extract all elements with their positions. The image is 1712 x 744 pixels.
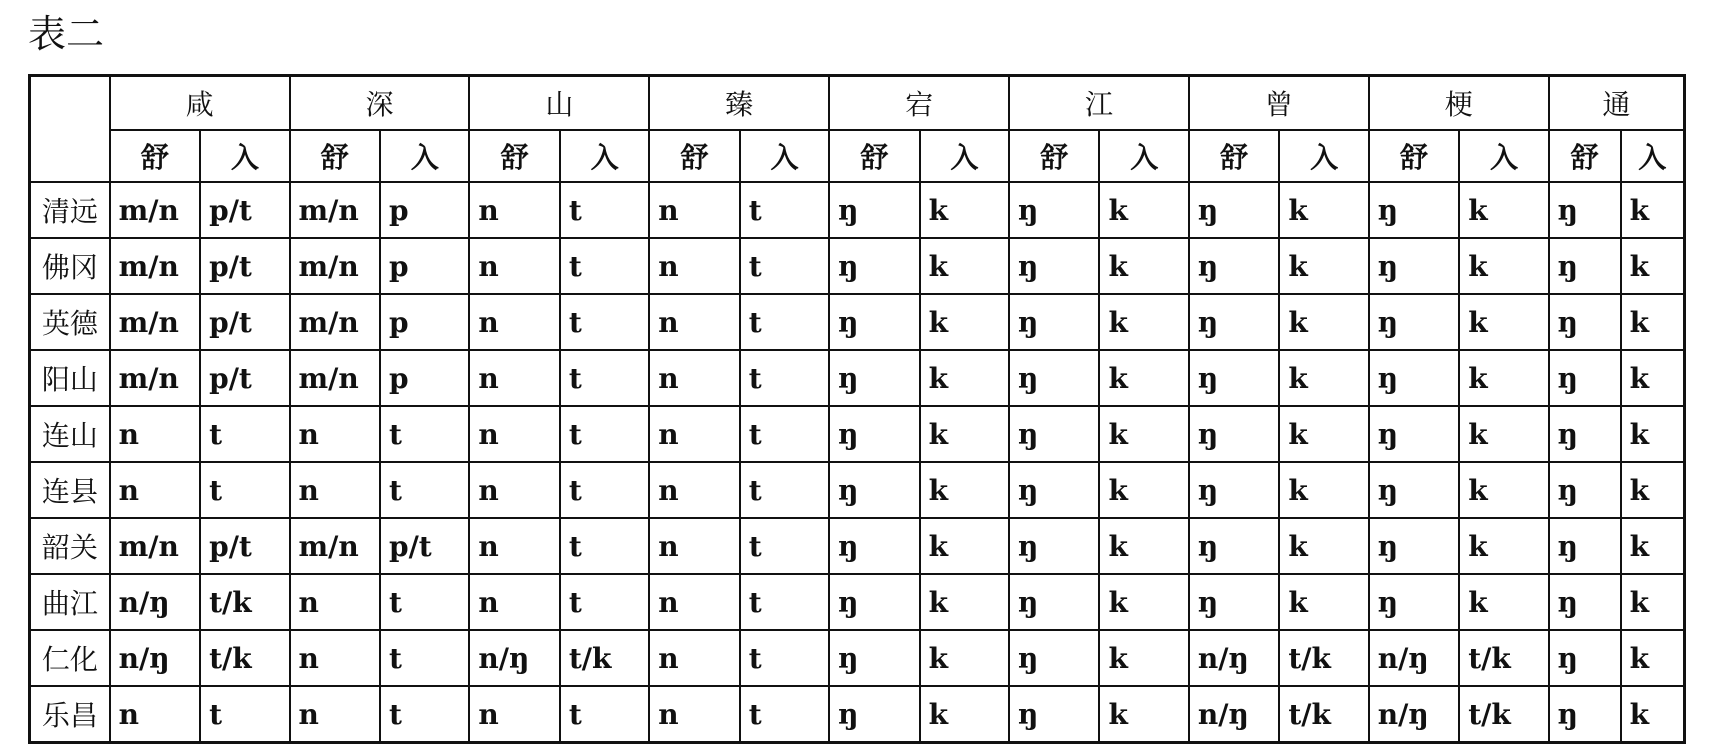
shu-final-cell: n bbox=[469, 406, 559, 462]
rhyme-group-header: 宕 bbox=[829, 76, 1009, 131]
ru-final-cell: t bbox=[380, 630, 469, 686]
ru-final-cell: k bbox=[1099, 518, 1188, 574]
ru-final-cell: t/k bbox=[1459, 686, 1548, 743]
ru-final-cell: t/k bbox=[1279, 686, 1368, 743]
shu-final-cell: n bbox=[469, 574, 559, 630]
shu-final-cell: n bbox=[649, 686, 739, 743]
shu-final-cell: ŋ bbox=[1549, 350, 1621, 406]
shu-final-cell: n bbox=[469, 238, 559, 294]
ru-final-cell: k bbox=[1459, 238, 1548, 294]
ru-final-cell: k bbox=[1099, 350, 1188, 406]
tone-header-ru: 入 bbox=[1459, 130, 1548, 182]
ru-final-cell: p/t bbox=[200, 238, 289, 294]
shu-final-cell: n bbox=[649, 350, 739, 406]
ru-final-cell: k bbox=[1279, 294, 1368, 350]
shu-final-cell: m/n bbox=[290, 294, 380, 350]
shu-final-cell: ŋ bbox=[1549, 686, 1621, 743]
tone-header-ru: 入 bbox=[1621, 130, 1685, 182]
ru-final-cell: t bbox=[200, 686, 289, 743]
shu-final-cell: ŋ bbox=[1009, 518, 1099, 574]
ru-final-cell: k bbox=[1279, 462, 1368, 518]
shu-final-cell: ŋ bbox=[829, 686, 919, 743]
table-row bbox=[30, 518, 1685, 574]
shu-final-cell: m/n bbox=[290, 182, 380, 238]
shu-final-cell: n bbox=[290, 686, 380, 743]
place-name-cell: 清远 bbox=[30, 182, 110, 238]
ru-final-cell: t bbox=[380, 462, 469, 518]
ru-final-cell: k bbox=[920, 462, 1009, 518]
tone-header-shu: 舒 bbox=[649, 130, 739, 182]
shu-final-cell: ŋ bbox=[829, 294, 919, 350]
shu-final-cell: ŋ bbox=[829, 238, 919, 294]
shu-final-cell: m/n bbox=[110, 238, 200, 294]
ru-final-cell: t/k bbox=[560, 630, 649, 686]
shu-final-cell: n/ŋ bbox=[1369, 686, 1459, 743]
table-row bbox=[30, 630, 1685, 686]
ru-final-cell: k bbox=[1621, 686, 1685, 743]
ru-final-cell: t bbox=[740, 294, 829, 350]
ru-final-cell: p bbox=[380, 238, 469, 294]
shu-final-cell: ŋ bbox=[1189, 350, 1279, 406]
ru-final-cell: t bbox=[560, 574, 649, 630]
tone-header-ru: 入 bbox=[1099, 130, 1188, 182]
ru-final-cell: t bbox=[740, 686, 829, 743]
ru-final-cell: t bbox=[740, 630, 829, 686]
rhyme-group-header: 江 bbox=[1009, 76, 1189, 131]
ru-final-cell: t bbox=[380, 574, 469, 630]
ru-final-cell: k bbox=[920, 574, 1009, 630]
shu-final-cell: n bbox=[290, 406, 380, 462]
ru-final-cell: k bbox=[1621, 294, 1685, 350]
shu-final-cell: ŋ bbox=[1189, 406, 1279, 462]
ru-final-cell: k bbox=[920, 182, 1009, 238]
ru-final-cell: k bbox=[1459, 182, 1548, 238]
ru-final-cell: p bbox=[380, 294, 469, 350]
ru-final-cell: t bbox=[380, 686, 469, 743]
ru-final-cell: k bbox=[1621, 238, 1685, 294]
shu-final-cell: n bbox=[649, 630, 739, 686]
place-name-cell: 曲江 bbox=[30, 574, 110, 630]
ru-final-cell: k bbox=[1099, 406, 1188, 462]
ru-final-cell: k bbox=[1099, 238, 1188, 294]
rhyme-group-header: 深 bbox=[290, 76, 470, 131]
ru-final-cell: k bbox=[920, 406, 1009, 462]
ru-final-cell: k bbox=[1099, 630, 1188, 686]
ru-final-cell: p/t bbox=[200, 294, 289, 350]
shu-final-cell: n/ŋ bbox=[110, 630, 200, 686]
ru-final-cell: k bbox=[1459, 350, 1548, 406]
shu-final-cell: ŋ bbox=[1189, 518, 1279, 574]
ru-final-cell: k bbox=[1621, 406, 1685, 462]
ru-final-cell: t bbox=[560, 462, 649, 518]
ru-final-cell: p/t bbox=[200, 518, 289, 574]
ru-final-cell: t bbox=[380, 406, 469, 462]
ru-final-cell: k bbox=[1621, 518, 1685, 574]
shu-final-cell: n bbox=[469, 518, 559, 574]
ru-final-cell: k bbox=[1099, 182, 1188, 238]
tone-header-ru: 入 bbox=[560, 130, 649, 182]
ru-final-cell: k bbox=[920, 294, 1009, 350]
shu-final-cell: ŋ bbox=[829, 462, 919, 518]
ru-final-cell: k bbox=[1459, 462, 1548, 518]
tone-header-ru: 入 bbox=[200, 130, 289, 182]
shu-final-cell: ŋ bbox=[1549, 238, 1621, 294]
ru-final-cell: k bbox=[1279, 406, 1368, 462]
shu-final-cell: ŋ bbox=[1189, 574, 1279, 630]
shu-final-cell: n bbox=[649, 294, 739, 350]
shu-final-cell: ŋ bbox=[829, 350, 919, 406]
rhyme-group-header: 梗 bbox=[1369, 76, 1549, 131]
ru-final-cell: t/k bbox=[200, 630, 289, 686]
shu-final-cell: n bbox=[110, 462, 200, 518]
ru-final-cell: k bbox=[1459, 406, 1548, 462]
shu-final-cell: ŋ bbox=[1549, 406, 1621, 462]
rhyme-group-header: 通 bbox=[1549, 76, 1685, 131]
tone-header-shu: 舒 bbox=[110, 130, 200, 182]
ru-final-cell: k bbox=[1621, 574, 1685, 630]
table-row bbox=[30, 686, 1685, 743]
rhyme-group-header-row bbox=[30, 76, 1685, 131]
ru-final-cell: k bbox=[920, 518, 1009, 574]
ru-final-cell: k bbox=[1279, 238, 1368, 294]
shu-final-cell: n/ŋ bbox=[1369, 630, 1459, 686]
ru-final-cell: k bbox=[1279, 350, 1368, 406]
ru-final-cell: t bbox=[200, 462, 289, 518]
shu-final-cell: ŋ bbox=[1369, 406, 1459, 462]
shu-final-cell: n bbox=[290, 462, 380, 518]
ru-final-cell: t bbox=[560, 518, 649, 574]
ru-final-cell: t bbox=[200, 406, 289, 462]
tone-header-shu: 舒 bbox=[1369, 130, 1459, 182]
shu-final-cell: ŋ bbox=[1549, 574, 1621, 630]
shu-final-cell: n bbox=[469, 686, 559, 743]
tone-header-ru: 入 bbox=[380, 130, 469, 182]
shu-final-cell: n bbox=[110, 406, 200, 462]
ru-final-cell: k bbox=[1459, 294, 1548, 350]
ru-final-cell: t bbox=[740, 574, 829, 630]
ru-final-cell: t bbox=[740, 462, 829, 518]
ru-final-cell: k bbox=[920, 350, 1009, 406]
shu-final-cell: m/n bbox=[110, 518, 200, 574]
ru-final-cell: p/t bbox=[200, 182, 289, 238]
place-name-cell: 佛冈 bbox=[30, 238, 110, 294]
place-name-cell: 乐昌 bbox=[30, 686, 110, 743]
ru-final-cell: k bbox=[1279, 574, 1368, 630]
shu-final-cell: ŋ bbox=[1009, 462, 1099, 518]
place-name-cell: 阳山 bbox=[30, 350, 110, 406]
shu-final-cell: n bbox=[469, 350, 559, 406]
ru-final-cell: k bbox=[1099, 462, 1188, 518]
ru-final-cell: k bbox=[1099, 686, 1188, 743]
shu-final-cell: ŋ bbox=[1009, 630, 1099, 686]
ru-final-cell: k bbox=[920, 238, 1009, 294]
shu-final-cell: n bbox=[290, 574, 380, 630]
shu-final-cell: ŋ bbox=[1369, 350, 1459, 406]
tone-header-ru: 入 bbox=[740, 130, 829, 182]
ru-final-cell: t bbox=[560, 294, 649, 350]
shu-final-cell: m/n bbox=[290, 518, 380, 574]
shu-final-cell: n bbox=[649, 238, 739, 294]
ru-final-cell: k bbox=[1621, 182, 1685, 238]
place-name-cell: 韶关 bbox=[30, 518, 110, 574]
ru-final-cell: k bbox=[1279, 518, 1368, 574]
shu-final-cell: ŋ bbox=[1549, 462, 1621, 518]
shu-final-cell: m/n bbox=[110, 182, 200, 238]
tone-header-shu: 舒 bbox=[1549, 130, 1621, 182]
shu-final-cell: ŋ bbox=[1009, 574, 1099, 630]
shu-final-cell: m/n bbox=[290, 350, 380, 406]
shu-final-cell: ŋ bbox=[1549, 630, 1621, 686]
shu-final-cell: m/n bbox=[110, 294, 200, 350]
shu-final-cell: ŋ bbox=[1009, 294, 1099, 350]
ru-final-cell: t bbox=[740, 238, 829, 294]
ru-final-cell: k bbox=[1279, 182, 1368, 238]
place-name-cell: 英德 bbox=[30, 294, 110, 350]
shu-final-cell: ŋ bbox=[1009, 686, 1099, 743]
ru-final-cell: t bbox=[560, 238, 649, 294]
ru-final-cell: t bbox=[560, 182, 649, 238]
table-row bbox=[30, 182, 1685, 238]
shu-final-cell: ŋ bbox=[1369, 294, 1459, 350]
table-row bbox=[30, 238, 1685, 294]
ru-final-cell: p/t bbox=[380, 518, 469, 574]
table-row bbox=[30, 574, 1685, 630]
ru-final-cell: k bbox=[1621, 462, 1685, 518]
finals-table bbox=[28, 74, 1686, 744]
shu-final-cell: n bbox=[469, 462, 559, 518]
shu-final-cell: n bbox=[110, 686, 200, 743]
shu-final-cell: m/n bbox=[110, 350, 200, 406]
place-name-cell: 仁化 bbox=[30, 630, 110, 686]
shu-final-cell: ŋ bbox=[829, 182, 919, 238]
shu-final-cell: n/ŋ bbox=[1189, 630, 1279, 686]
tone-header-shu: 舒 bbox=[290, 130, 380, 182]
shu-final-cell: ŋ bbox=[829, 406, 919, 462]
shu-final-cell: ŋ bbox=[829, 630, 919, 686]
shu-final-cell: n bbox=[649, 574, 739, 630]
shu-final-cell: n/ŋ bbox=[1189, 686, 1279, 743]
rhyme-group-header: 山 bbox=[469, 76, 649, 131]
ru-final-cell: p bbox=[380, 182, 469, 238]
rhyme-group-header: 臻 bbox=[649, 76, 829, 131]
shu-final-cell: ŋ bbox=[829, 518, 919, 574]
place-name-cell: 连山 bbox=[30, 406, 110, 462]
shu-final-cell: n bbox=[469, 294, 559, 350]
tone-header-shu: 舒 bbox=[469, 130, 559, 182]
ru-final-cell: t bbox=[740, 350, 829, 406]
ru-final-cell: t bbox=[560, 686, 649, 743]
shu-final-cell: n bbox=[649, 182, 739, 238]
shu-final-cell: ŋ bbox=[829, 574, 919, 630]
ru-final-cell: t/k bbox=[1459, 630, 1548, 686]
tone-header-shu: 舒 bbox=[829, 130, 919, 182]
ru-final-cell: k bbox=[1459, 518, 1548, 574]
shu-final-cell: n bbox=[290, 630, 380, 686]
shu-final-cell: ŋ bbox=[1189, 294, 1279, 350]
table-body bbox=[30, 182, 1685, 743]
tone-header-ru: 入 bbox=[1279, 130, 1368, 182]
shu-final-cell: n/ŋ bbox=[469, 630, 559, 686]
ru-final-cell: k bbox=[1459, 574, 1548, 630]
shu-final-cell: ŋ bbox=[1549, 518, 1621, 574]
corner-cell bbox=[30, 76, 110, 183]
shu-final-cell: ŋ bbox=[1369, 182, 1459, 238]
table-row bbox=[30, 294, 1685, 350]
table-row bbox=[30, 350, 1685, 406]
ru-final-cell: k bbox=[1621, 630, 1685, 686]
shu-final-cell: ŋ bbox=[1009, 182, 1099, 238]
shu-final-cell: n bbox=[469, 182, 559, 238]
shu-final-cell: ŋ bbox=[1549, 182, 1621, 238]
shu-final-cell: ŋ bbox=[1009, 350, 1099, 406]
ru-final-cell: p/t bbox=[200, 350, 289, 406]
shu-final-cell: n/ŋ bbox=[110, 574, 200, 630]
shu-final-cell: ŋ bbox=[1369, 574, 1459, 630]
table-row bbox=[30, 406, 1685, 462]
ru-final-cell: k bbox=[1099, 574, 1188, 630]
tone-header-ru: 入 bbox=[920, 130, 1009, 182]
tone-header-shu: 舒 bbox=[1189, 130, 1279, 182]
ru-final-cell: k bbox=[1621, 350, 1685, 406]
shu-final-cell: ŋ bbox=[1189, 238, 1279, 294]
ru-final-cell: t bbox=[560, 406, 649, 462]
shu-final-cell: ŋ bbox=[1009, 406, 1099, 462]
ru-final-cell: t bbox=[740, 406, 829, 462]
ru-final-cell: p bbox=[380, 350, 469, 406]
shu-final-cell: ŋ bbox=[1549, 294, 1621, 350]
ru-final-cell: t bbox=[740, 182, 829, 238]
ru-final-cell: k bbox=[920, 630, 1009, 686]
rhyme-group-header: 咸 bbox=[110, 76, 290, 131]
ru-final-cell: t bbox=[740, 518, 829, 574]
shu-final-cell: ŋ bbox=[1369, 462, 1459, 518]
ru-final-cell: k bbox=[920, 686, 1009, 743]
shu-final-cell: ŋ bbox=[1189, 182, 1279, 238]
tone-header-row bbox=[30, 130, 1685, 182]
shu-final-cell: ŋ bbox=[1009, 238, 1099, 294]
ru-final-cell: k bbox=[1099, 294, 1188, 350]
ru-final-cell: t bbox=[560, 350, 649, 406]
table-caption: 表二 bbox=[28, 12, 105, 56]
rhyme-group-header: 曾 bbox=[1189, 76, 1369, 131]
ru-final-cell: t/k bbox=[1279, 630, 1368, 686]
place-name-cell: 连县 bbox=[30, 462, 110, 518]
shu-final-cell: n bbox=[649, 462, 739, 518]
shu-final-cell: n bbox=[649, 518, 739, 574]
table-row bbox=[30, 462, 1685, 518]
shu-final-cell: n bbox=[649, 406, 739, 462]
ru-final-cell: t/k bbox=[200, 574, 289, 630]
shu-final-cell: ŋ bbox=[1369, 238, 1459, 294]
shu-final-cell: ŋ bbox=[1189, 462, 1279, 518]
shu-final-cell: ŋ bbox=[1369, 518, 1459, 574]
shu-final-cell: m/n bbox=[290, 238, 380, 294]
tone-header-shu: 舒 bbox=[1009, 130, 1099, 182]
